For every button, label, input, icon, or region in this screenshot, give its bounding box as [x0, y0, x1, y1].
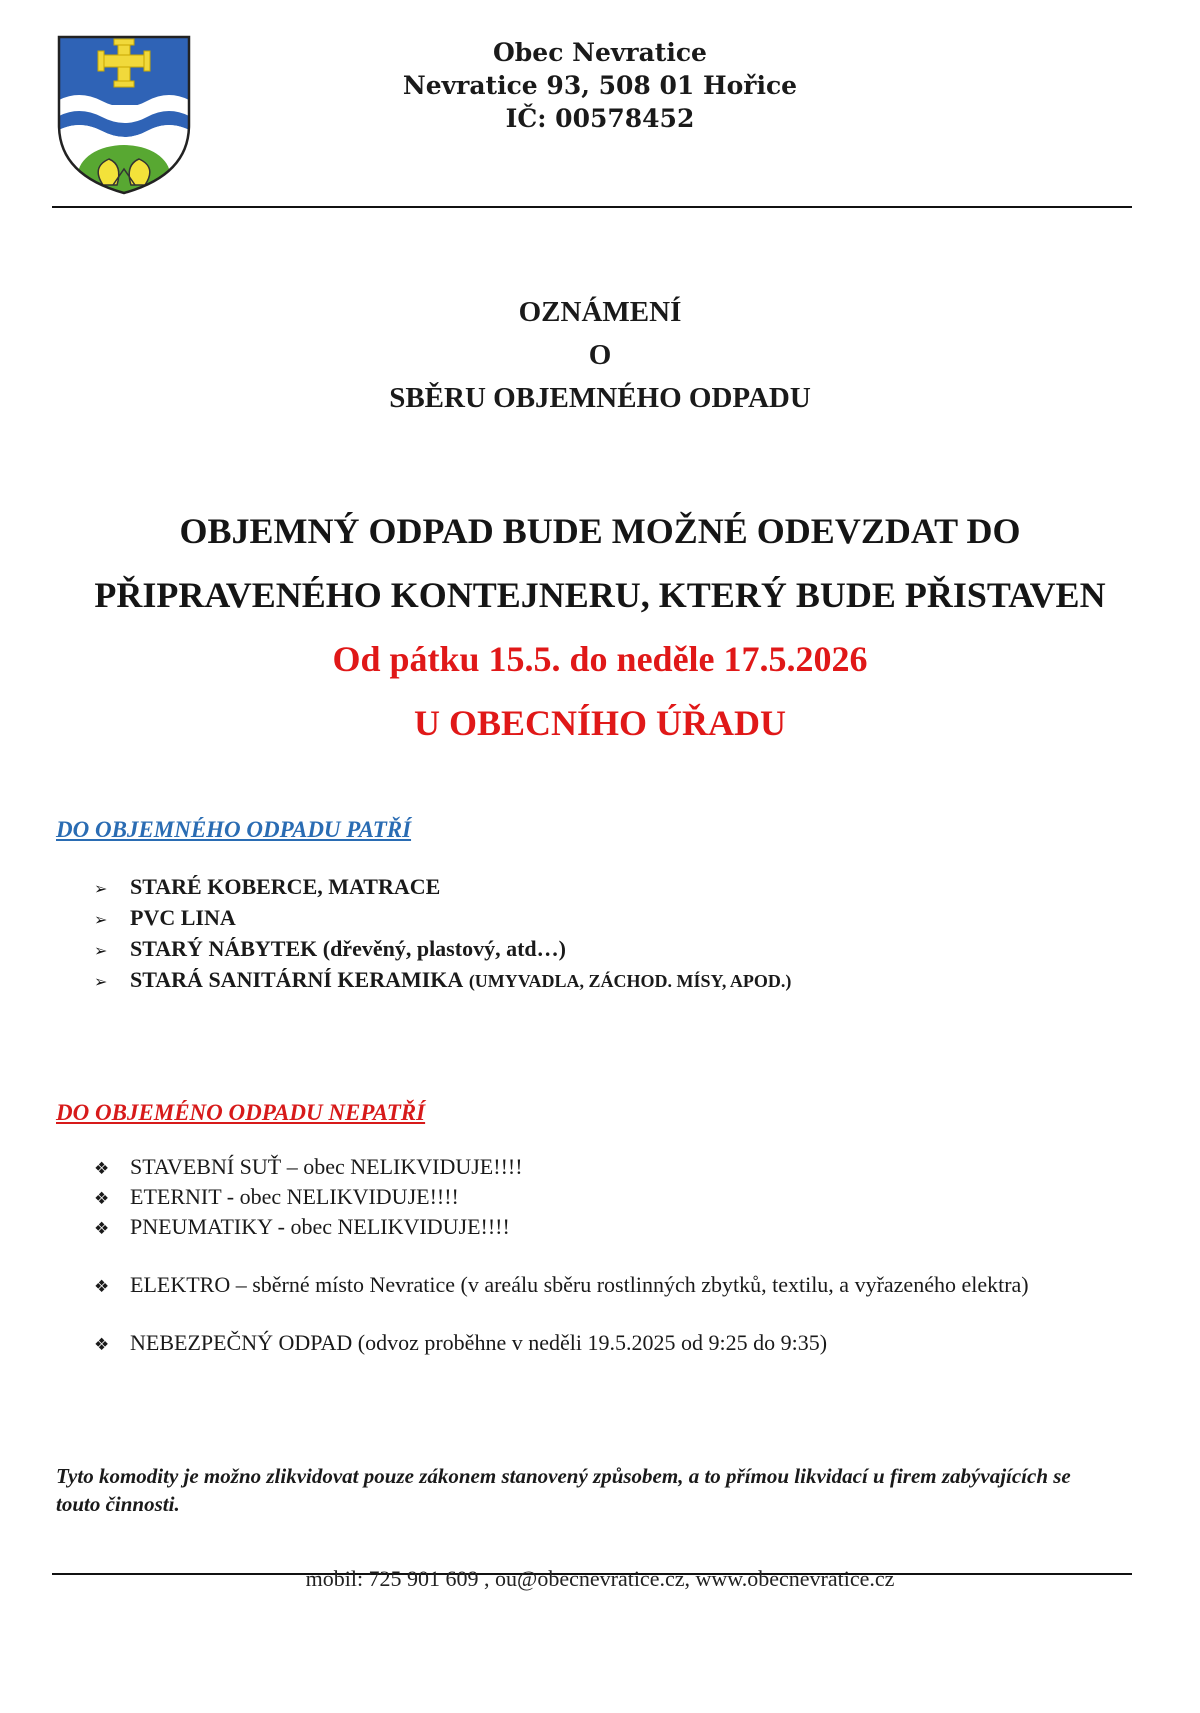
- not-belongs-item-label: PNEUMATIKY - obec NELIKVIDUJE!!!!: [130, 1214, 510, 1239]
- heading-line-3: SBĚRU OBJEMNÉHO ODPADU: [389, 382, 811, 414]
- diamond-bullet-icon: ❖: [94, 1277, 110, 1297]
- not-belongs-item-label: NEBEZPEČNÝ ODPAD (odvoz proběhne v neděli 19.5.2025 od 9:25 do 9:35): [130, 1330, 828, 1355]
- belongs-item-label: STARÝ NÁBYTEK (dřevěný, plastový, atd…): [130, 936, 566, 961]
- list-item: [94, 1213, 1074, 1243]
- org-name: Obec Nevratice: [493, 38, 707, 67]
- belongs-item-label: STARÁ SANITÁRNÍ KERAMIKA: [130, 967, 464, 992]
- disposal-note: Tyto komodity je možno zlikvidovat pouze zákonem stanovený způsobem, a to přímou likvidací u firem zabývajících se touto činnosti.: [56, 1464, 1071, 1516]
- diamond-bullet-icon: ❖: [94, 1159, 110, 1179]
- announcement-line-2: PŘIPRAVENÉHO KONTEJNERU, KTERÝ BUDE PŘISTAVEN: [94, 575, 1106, 615]
- list-item: [94, 1153, 1074, 1183]
- not-belongs-item-label: ETERNIT - obec NELIKVIDUJE!!!!: [130, 1184, 459, 1209]
- list-item: [94, 934, 791, 965]
- diamond-bullet-icon: ❖: [94, 1219, 110, 1239]
- announcement: [40, 499, 1160, 755]
- announcement-line-1: OBJEMNÝ ODPAD BUDE MOŽNÉ ODEVZDAT DO: [179, 511, 1021, 551]
- announcement-date: Od pátku 15.5. do neděle 17.5.2026: [332, 639, 868, 679]
- belongs-list: [94, 872, 791, 996]
- list-item: [94, 965, 791, 996]
- arrow-bullet-icon: ➢: [94, 941, 108, 960]
- heading-line-1: OZNÁMENÍ: [518, 296, 682, 328]
- arrow-bullet-icon: ➢: [94, 910, 108, 929]
- belongs-title: DO OBJEMNÉHO ODPADU PATŘÍ: [56, 817, 412, 842]
- arrow-bullet-icon: ➢: [94, 972, 108, 991]
- not-belongs-title: DO OBJEMÉNO ODPADU NEPATŘÍ: [56, 1100, 426, 1125]
- list-item: [94, 1329, 1074, 1359]
- footer-contacts: mobil: 725 901 609 , ou@obecnevratice.cz, www.obecnevratice.cz: [305, 1566, 895, 1591]
- not-belongs-list: [94, 1153, 1074, 1359]
- list-item: [94, 903, 791, 934]
- list-item: [94, 1271, 1074, 1301]
- letterhead: [300, 36, 900, 135]
- list-item: [94, 872, 791, 903]
- diamond-bullet-icon: ❖: [94, 1189, 110, 1209]
- list-item: [94, 1183, 1074, 1213]
- header-divider: [52, 206, 1132, 208]
- org-ico: IČ: 00578452: [505, 104, 695, 133]
- arrow-bullet-icon: ➢: [94, 879, 108, 898]
- org-address: Nevratice 93, 508 01 Hořice: [402, 71, 798, 100]
- heading-line-2: O: [588, 339, 612, 371]
- not-belongs-item-label: ELEKTRO – sběrné místo Nevratice (v areálu sběru rostlinných zbytků, textilu, a vyřazeného elektra): [130, 1272, 1029, 1297]
- belongs-item-label: PVC LINA: [130, 905, 236, 930]
- announcement-place: U OBECNÍHO ÚŘADU: [413, 703, 787, 743]
- diamond-bullet-icon: ❖: [94, 1335, 110, 1355]
- notice-heading: [200, 291, 1000, 420]
- not-belongs-item-label: STAVEBNÍ SUŤ – obec NELIKVIDUJE!!!!: [130, 1154, 523, 1179]
- belongs-item-label: STARÉ KOBERCE, MATRACE: [130, 874, 441, 899]
- belongs-item-note: (UMYVADLA, ZÁCHOD. MÍSY, APOD.): [468, 971, 792, 991]
- coat-of-arms-icon: [57, 35, 191, 195]
